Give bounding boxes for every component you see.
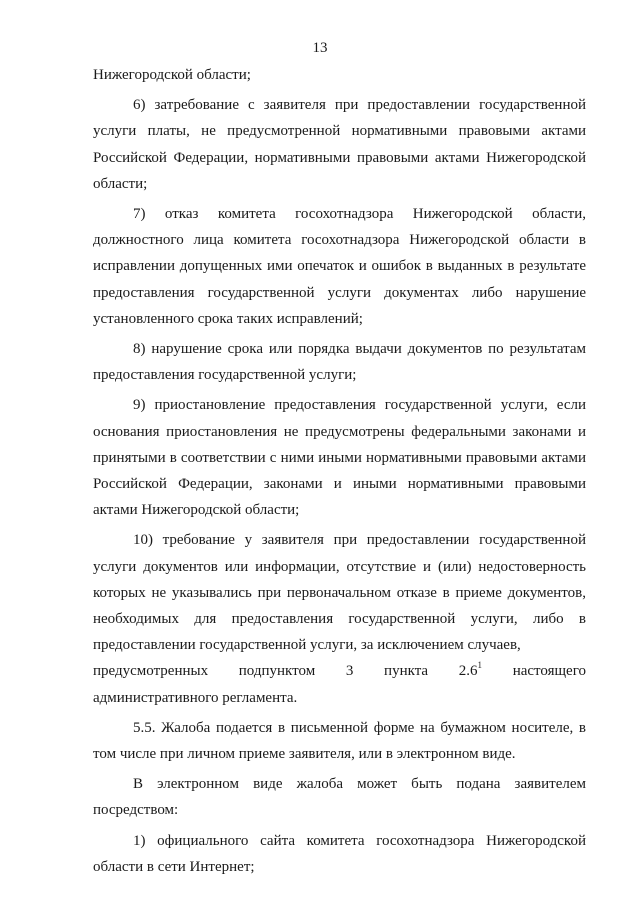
paragraph-item-8: 8) нарушение срока или порядка выдачи документов по результатам предоставления государственной услуги; [93, 341, 586, 384]
paragraph-item-10-text: 10) требование у заявителя при предоставлении государственной услуги документов или информации, отсутствие и (или) недостоверность которых не указывались при первоначальном отказе в приеме документов, необходимых для предоставления государственной услуги, либо в предоставлении государственной услуги, за исключением случаев, [93, 532, 586, 654]
paragraph-electronic-form: В электронном виде жалоба может быть подана заявителем посредством: [93, 776, 586, 819]
footnote-superscript: 1 [477, 660, 483, 671]
paragraph-continuation: Нижегородской области; [93, 67, 251, 83]
paragraph-item-10-line [93, 658, 586, 684]
paragraph-item-7: 7) отказ комитета госохотнадзора Нижегородской области, должностного лица комитета госохотнадзора Нижегородской области в исправлении допущенных ими опечаток и ошибок в выданных в результате предоставления государственной услуги документах либо нарушение установленного срока таких исправлений; [93, 206, 586, 327]
paragraph-item-10-end: административного регламента. [93, 689, 298, 706]
page-number: 13 [312, 40, 328, 56]
paragraph-5-5: 5.5. Жалоба подается в письменной форме на бумажном носителе, в том числе при личном приеме заявителя, или в электронном виде. [93, 719, 586, 763]
paragraph-item-10-tail: настоящего [512, 663, 586, 680]
document-body [93, 62, 586, 884]
paragraph-item-10-reference: предусмотренных подпунктом 3 пункта 2.6 [93, 663, 478, 680]
paragraph-list-item-1: 1) официального сайта комитета госохотнадзора Нижегородской области в сети Интернет; [93, 832, 586, 875]
paragraph-item-10 [93, 527, 586, 710]
paragraph-item-6: 6) затребование с заявителя при предоставлении государственной услуги платы, не предусмотренной нормативными правовыми актами Российской Федерации, нормативными правовыми актами Нижегородской области; [93, 97, 586, 192]
paragraph-item-9: 9) приостановление предоставления государственной услуги, если основания приостановления не предусмотрены федеральными законами и принятыми в соответствии с ними иными нормативными правовыми актами Российской Федерации, законами и иными нормативными правовыми актами Нижегородской области; [93, 397, 586, 519]
